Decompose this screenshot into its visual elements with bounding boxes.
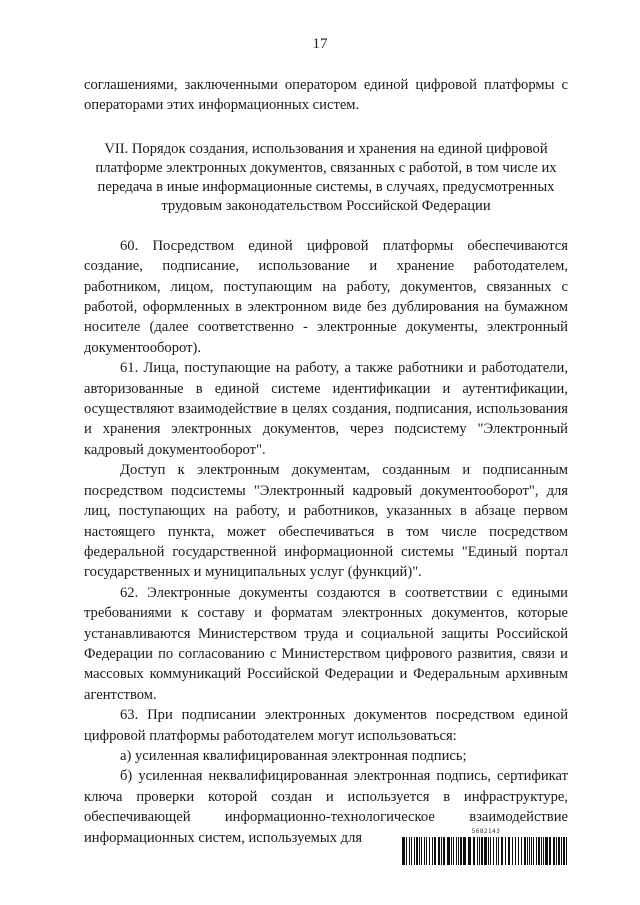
- barcode-block: [402, 828, 570, 865]
- section-heading-line: VII. Порядок создания, использования и хранения на единой цифровой: [104, 140, 548, 157]
- paragraph-60: 60. Посредством единой цифровой платформы обеспечиваются создание, подписание, использование и хранение работодателем, работником, лицом, поступающим на работу, документов, связанных с работой, оформленных в электронном виде без дублирования на бумажном носителе (далее соответственно - электронные документы, электронный документооборот).: [84, 237, 568, 356]
- paragraph-63: 63. При подписании электронных документов посредством единой цифровой платформы работодателем могут использоваться:: [84, 707, 568, 744]
- barcode-icon: [402, 837, 570, 865]
- section-heading: [84, 140, 568, 216]
- paragraph-62: 62. Электронные документы создаются в соответствии с едиными требованиями к составу и форматам электронных документов, которые устанавливаются Министерством труда и социальной защиты Российской Федерации по согласованию с Министерством цифрового развития, связи и массовых коммуникаций Российской Федерации и Федеральным архивным агентством.: [84, 584, 568, 703]
- document-body: [84, 75, 568, 848]
- barcode-number: 5682143: [471, 828, 501, 835]
- section-heading-line: платформе электронных документов, связанных с работой, в том числе их: [95, 159, 557, 176]
- page-number: 17: [312, 36, 328, 52]
- intro-paragraph: соглашениями, заключенными оператором единой цифровой платформы с операторами этих информационных систем.: [84, 77, 568, 114]
- paragraph-61-access: Доступ к электронным документам, созданным и подписанным посредством подсистемы "Электронный кадровый документооборот", для лиц, поступающих на работу, и работников, указанных в абзаце первом настоящего пункта, может обеспечиваться в том числе посредством федеральной государственной информационной системы "Единый портал государственных и муниципальных услуг (функций)".: [84, 462, 568, 581]
- paragraph-61: 61. Лица, поступающие на работу, а также работники и работодатели, авторизованные в единой системе идентификации и аутентификации, осуществляют взаимодействие в целях создания, подписания, использования и хранения электронных документов, через подсистему "Электронный кадровый документооборот".: [84, 360, 568, 458]
- section-heading-line: передача в иные информационные системы, в случаях, предусмотренных: [97, 178, 555, 195]
- paragraph-63-b: б) усиленная неквалифицированная электронная подпись, сертификат ключа проверки которой создан и используется в инфраструктуре, обеспечивающей информационно-технологическое взаимодействие информационных систем, используемых для: [84, 768, 568, 846]
- paragraph-63-a: а) усиленная квалифицированная электронная подпись;: [120, 747, 467, 764]
- section-heading-line: трудовым законодательством Российской Федерации: [161, 197, 491, 214]
